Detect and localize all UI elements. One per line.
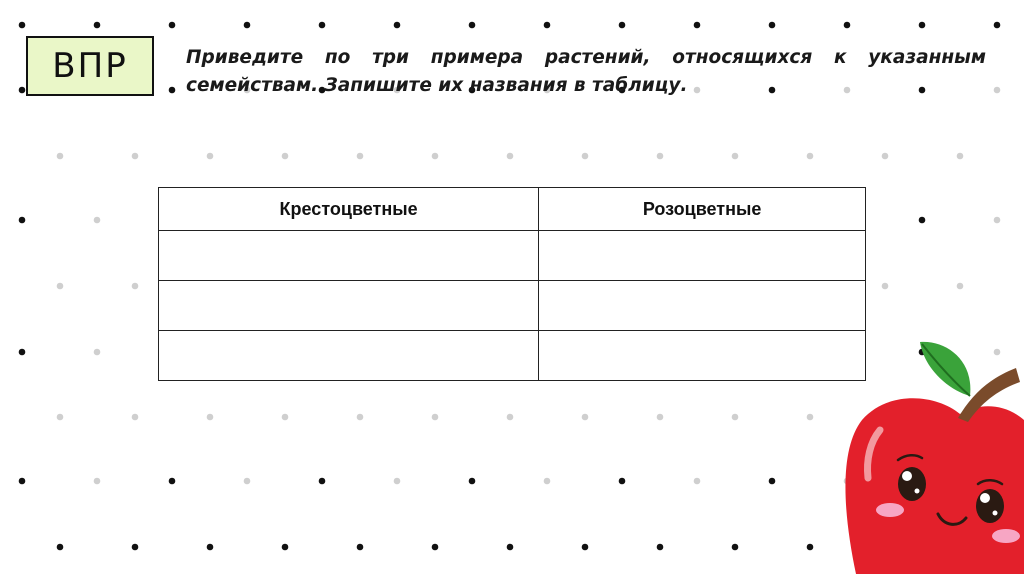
background-dot	[769, 22, 776, 29]
background-dot	[19, 349, 26, 356]
background-dot	[544, 478, 551, 485]
answer-cell[interactable]	[539, 231, 866, 281]
background-dot	[582, 414, 589, 421]
background-dot	[57, 414, 64, 421]
table-row	[159, 331, 866, 381]
task-instruction: Приведите по три примера растений, относящихся к указанным семействам. Запишите их названия в таблицу.	[186, 47, 986, 96]
background-dot	[994, 87, 1001, 94]
table-header-row	[159, 188, 866, 231]
answer-cell[interactable]	[539, 331, 866, 381]
background-dot	[19, 478, 26, 485]
background-dot	[882, 283, 889, 290]
background-dot	[169, 478, 176, 485]
background-dot	[807, 544, 814, 551]
header-cell-cruciferous: Крестоцветные	[159, 188, 539, 231]
background-dot	[732, 153, 739, 160]
background-dot	[132, 283, 139, 290]
background-dot	[469, 478, 476, 485]
background-dot	[19, 22, 26, 29]
header-cell-rosaceae: Розоцветные	[539, 188, 866, 231]
background-dot	[207, 153, 214, 160]
answer-cell[interactable]	[159, 281, 539, 331]
background-dot	[282, 544, 289, 551]
background-dot	[807, 153, 814, 160]
background-dot	[357, 414, 364, 421]
apple-body-icon	[845, 398, 1024, 574]
background-dot	[507, 414, 514, 421]
background-dot	[394, 478, 401, 485]
background-dot	[657, 414, 664, 421]
background-dot	[469, 22, 476, 29]
background-dot	[94, 22, 101, 29]
table-row	[159, 281, 866, 331]
background-dot	[132, 153, 139, 160]
background-dot	[657, 544, 664, 551]
background-dot	[169, 22, 176, 29]
background-dot	[957, 153, 964, 160]
background-dot	[882, 153, 889, 160]
background-dot	[244, 22, 251, 29]
background-dot	[207, 544, 214, 551]
vpr-badge	[26, 36, 154, 96]
background-dot	[132, 544, 139, 551]
background-dot	[769, 478, 776, 485]
background-dot	[132, 414, 139, 421]
background-dot	[432, 544, 439, 551]
background-dot	[582, 153, 589, 160]
background-dot	[432, 414, 439, 421]
background-dot	[319, 22, 326, 29]
background-dot	[94, 217, 101, 224]
background-dot	[507, 153, 514, 160]
background-dot	[919, 22, 926, 29]
background-dot	[657, 153, 664, 160]
answer-cell[interactable]	[159, 231, 539, 281]
background-dot	[694, 22, 701, 29]
background-dot	[582, 544, 589, 551]
vpr-badge-label: ВПР	[52, 46, 128, 86]
background-dot	[507, 544, 514, 551]
background-dot	[169, 87, 176, 94]
background-dot	[919, 217, 926, 224]
background-dot	[619, 22, 626, 29]
background-dot	[357, 153, 364, 160]
background-dot	[544, 22, 551, 29]
background-dot	[94, 349, 101, 356]
apple-mascot-icon	[840, 338, 1024, 574]
background-dot	[994, 217, 1001, 224]
background-dot	[57, 544, 64, 551]
background-dot	[957, 283, 964, 290]
background-dot	[207, 414, 214, 421]
background-dot	[694, 478, 701, 485]
background-dot	[357, 544, 364, 551]
background-dot	[394, 22, 401, 29]
background-dot	[994, 22, 1001, 29]
table-row	[159, 231, 866, 281]
background-dot	[319, 478, 326, 485]
background-dot	[57, 153, 64, 160]
answer-cell[interactable]	[539, 281, 866, 331]
background-dot	[94, 478, 101, 485]
background-dot	[282, 153, 289, 160]
background-dot	[19, 87, 26, 94]
background-dot	[619, 478, 626, 485]
background-dot	[432, 153, 439, 160]
background-dot	[844, 22, 851, 29]
background-dot	[244, 478, 251, 485]
answer-table	[158, 187, 866, 381]
background-dot	[732, 414, 739, 421]
answer-cell[interactable]	[159, 331, 539, 381]
background-dot	[732, 544, 739, 551]
background-dot	[282, 414, 289, 421]
background-dot	[57, 283, 64, 290]
background-dot	[807, 414, 814, 421]
background-dot	[19, 217, 26, 224]
